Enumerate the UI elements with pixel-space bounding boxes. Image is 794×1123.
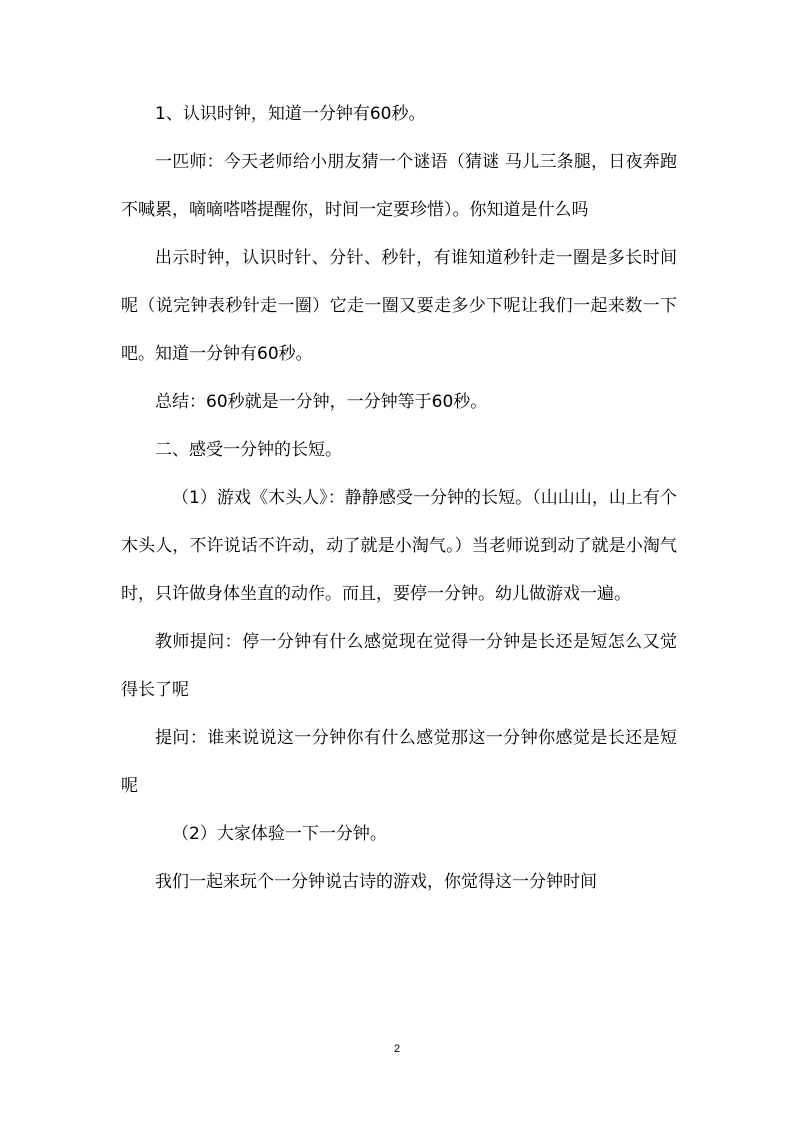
paragraph-teacher-question: 教师提问：停一分钟有什么感觉现在觉得一分钟是长还是短怎么又觉得长了呢	[121, 632, 677, 700]
paragraph-summary: 总结：60秒就是一分钟，一分钟等于60秒。	[155, 392, 488, 412]
paragraph-riddle: 一匹师：今天老师给小朋友猜一个谜语（猜谜 马儿三条腿，日夜奔跑不喊累，嘀嘀嗒嗒提醒你，时间一定要珍惜）。你知道是什么吗	[121, 152, 677, 220]
paragraph-clock-intro: 出示时钟，认识时针、分针、秒针，有谁知道秒针走一圈是多长时间呢（说完钟表秒针走一圈）它走一圈又要走多少下呢让我们一起来数一下吧。知道一分钟有60秒。	[121, 248, 677, 364]
paragraph-poem-game: 我们一起来玩个一分钟说古诗的游戏，你觉得这一分钟时间	[155, 872, 597, 892]
paragraph-objective: 1、认识时钟，知道一分钟有60秒。	[155, 104, 426, 124]
page-number: 2	[393, 1043, 401, 1055]
paragraph-question: 提问：谁来说说这一分钟你有什么感觉那这一分钟你感觉是长还是短呢	[121, 728, 677, 796]
document-body	[121, 90, 677, 906]
section-heading: 二、感受一分钟的长短。	[155, 440, 342, 460]
paragraph-experience: （2）大家体验一下一分钟。	[172, 824, 387, 844]
paragraph-game-wooden-man: （1）游戏《木头人》：静静感受一分钟的长短。（山山山，山上有个木头人，不许说话不许动，动了就是小淘气。）当老师说到动了就是小淘气时，只许做身体坐直的动作。而且，要停一分钟。幼儿做游戏一遍。	[121, 488, 677, 604]
